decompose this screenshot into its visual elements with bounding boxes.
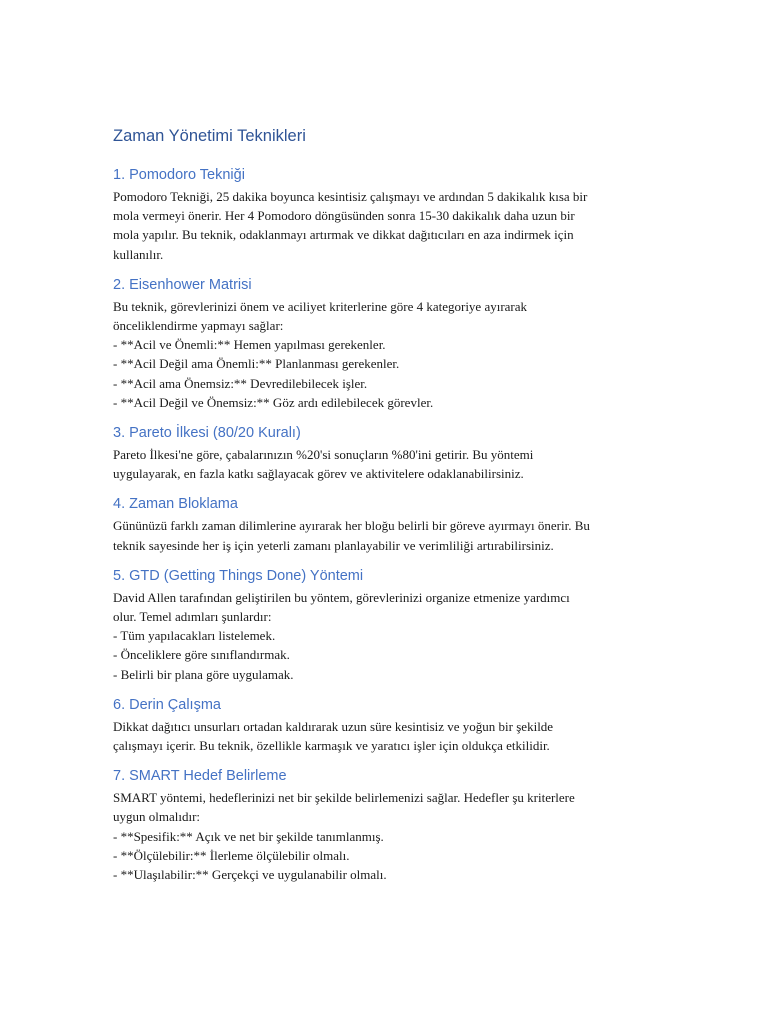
list-item: - **Spesifik:** Açık ve net bir şekilde tanımlanmış. — [113, 828, 384, 844]
document-page — [113, 124, 673, 894]
section-body — [113, 297, 673, 412]
section-heading: 5. GTD (Getting Things Done) Yöntemi — [113, 567, 364, 584]
body-text-line: uygulayarak, en fazla katkı sağlayacak görev ve aktivitelere odaklanabilirsiniz. — [113, 466, 524, 482]
document-title: Zaman Yönetimi Teknikleri — [113, 127, 306, 145]
section-3 — [113, 422, 673, 483]
section-heading: 6. Derin Çalışma — [113, 696, 221, 713]
list-item: - Önceliklere göre sınıflandırmak. — [113, 647, 290, 663]
section-6 — [113, 694, 673, 755]
body-text-line: David Allen tarafından geliştirilen bu yöntem, görevlerinizi organize etmenize yardımcı — [113, 589, 570, 605]
body-text-line: uygun olmalıdır: — [113, 809, 201, 825]
list-item: - **Ulaşılabilir:** Gerçekçi ve uygulanabilir olmalı. — [113, 867, 387, 883]
body-text-line: kullanılır. — [113, 246, 164, 262]
body-text-line: Pomodoro Tekniği, 25 dakika boyunca kesintisiz çalışmayı ve ardından 5 dakikalık kısa bir — [113, 189, 588, 204]
list-item: - **Acil Değil ve Önemsiz:** Göz ardı edilebilecek görevler. — [113, 394, 434, 410]
body-text-line: Gününüzü farklı zaman dilimlerine ayırarak her bloğu belirli bir göreve ayırmayı önerir. Bu — [113, 518, 590, 534]
section-heading: 1. Pomodoro Tekniği — [113, 167, 245, 183]
section-4 — [113, 493, 673, 554]
body-text-line: SMART yöntemi, hedeflerinizi net bir şekilde belirlemenizi sağlar. Hedefler şu kriterlere — [113, 790, 575, 806]
section-body — [113, 717, 673, 755]
section-7 — [113, 765, 673, 884]
section-2 — [113, 274, 673, 412]
list-item: - **Ölçülebilir:** İlerleme ölçülebilir olmalı. — [113, 847, 350, 863]
list-item: - **Acil ve Önemli:** Hemen yapılması gerekenler. — [113, 337, 386, 353]
section-1 — [113, 164, 673, 264]
list-item: - Tüm yapılacakları listelemek. — [113, 628, 276, 644]
list-item: - Belirli bir plana göre uygulamak. — [113, 666, 294, 682]
section-heading: 2. Eisenhower Matrisi — [113, 276, 252, 293]
section-heading: 4. Zaman Bloklama — [113, 496, 238, 513]
section-body — [113, 788, 673, 884]
section-heading: 3. Pareto İlkesi (80/20 Kuralı) — [113, 425, 301, 442]
body-text-line: çalışmayı içerir. Bu teknik, özellikle karmaşık ve yaratıcı işler için oldukça etkilidir. — [113, 738, 550, 754]
body-text-line: olur. Temel adımları şunlardır: — [113, 609, 272, 625]
list-item: - **Acil Değil ama Önemli:** Planlanması gerekenler. — [113, 356, 400, 372]
sections-container — [113, 164, 673, 884]
body-text-line: mola yapılır. Bu teknik, odaklanmayı artırmak ve dikkat dağıtıcıları en aza indirmek için — [113, 227, 574, 243]
section-5 — [113, 565, 673, 684]
section-body — [113, 588, 673, 684]
section-body — [113, 516, 673, 554]
body-text-line: Bu teknik, görevlerinizi önem ve aciliyet kriterlerine göre 4 kategoriye ayırarak — [113, 298, 528, 314]
body-text-line: teknik sayesinde her iş için yeterli zamanı planlayabilir ve verimliliği artırabilirsiniz. — [113, 537, 554, 553]
section-heading: 7. SMART Hedef Belirleme — [113, 768, 287, 785]
body-text-line: mola vermeyi önerir. Her 4 Pomodoro döngüsünden sonra 15-30 dakikalık daha uzun bir — [113, 208, 575, 224]
body-text-line: Dikkat dağıtıcı unsurları ortadan kaldırarak uzun süre kesintisiz ve yoğun bir şekilde — [113, 718, 554, 734]
list-item: - **Acil ama Önemsiz:** Devredilebilecek işler. — [113, 375, 368, 391]
section-body — [113, 187, 673, 264]
body-text-line: önceliklendirme yapmayı sağlar: — [113, 318, 284, 334]
body-text-line: Pareto İlkesi'ne göre, çabalarınızın %20'si sonuçların %80'ini getirir. Bu yöntemi — [113, 447, 534, 463]
section-body — [113, 445, 673, 483]
